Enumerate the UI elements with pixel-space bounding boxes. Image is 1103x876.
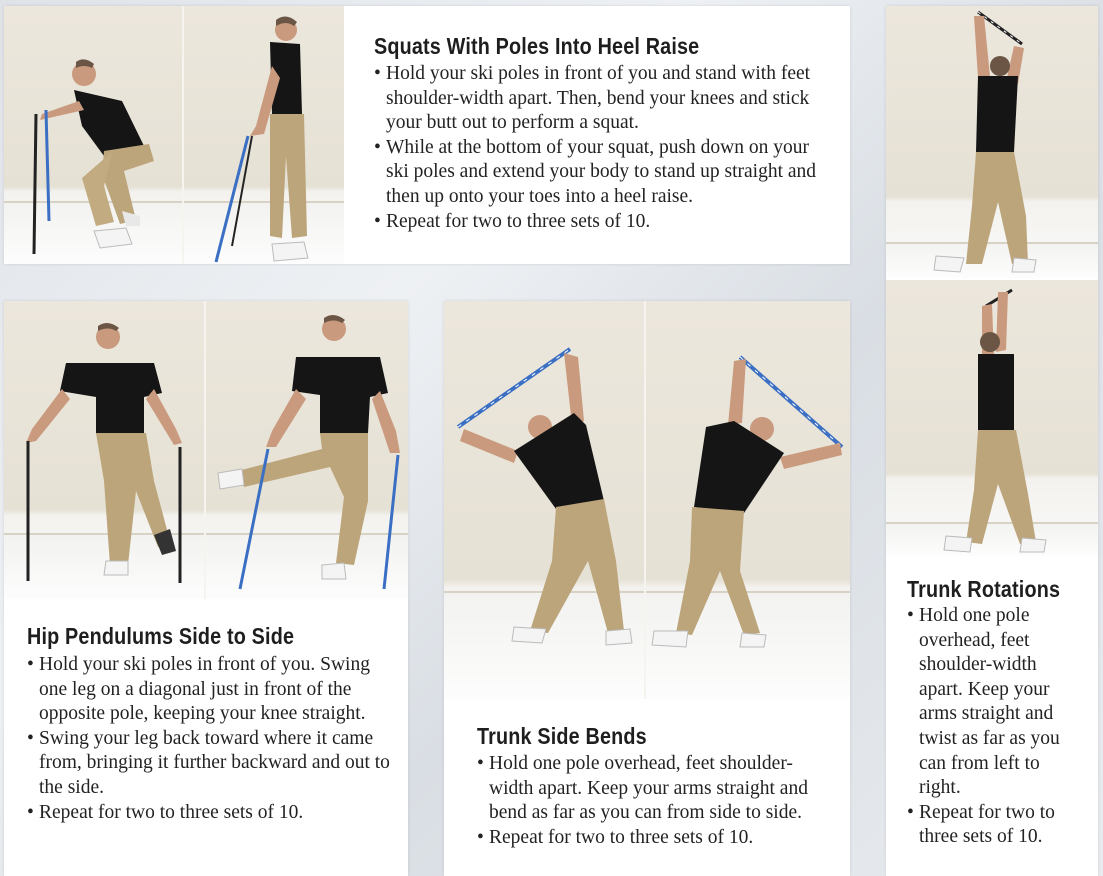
rotation-figure-front bbox=[934, 12, 1036, 272]
rotation-figure-side bbox=[944, 290, 1046, 552]
squats-steps bbox=[374, 62, 834, 234]
trunk-rotations-heading: Trunk Rotations bbox=[907, 576, 1061, 602]
squats-heading: Squats With Poles Into Heel Raise bbox=[374, 33, 700, 59]
list-item: • Repeat for two to three sets of 10. bbox=[907, 801, 1085, 850]
side-bend-figure-right bbox=[652, 357, 842, 647]
squat-figure bbox=[34, 59, 154, 254]
rotation-photo-top bbox=[886, 6, 1098, 278]
list-item: • While at the bottom of your squat, push down on your ski poles and extend your body to stand up straight and then up onto your toes into a heel raise. bbox=[374, 136, 834, 210]
list-item: • Swing your leg back toward where it came from, bringing it further backward and out to the side. bbox=[27, 727, 392, 801]
trunk-rotations-steps bbox=[907, 604, 1085, 850]
list-item: • Hold your ski poles in front of you. Swing one leg on a diagonal just in front of the opposite pole, keeping your knee straight. bbox=[27, 653, 392, 727]
trunk-side-bends-card bbox=[444, 301, 850, 876]
trunk-rotations-card bbox=[886, 6, 1098, 876]
trunk-side-bends-steps bbox=[477, 752, 837, 850]
side-bend-photo bbox=[444, 301, 850, 699]
list-item: • Repeat for two to three sets of 10. bbox=[477, 826, 837, 851]
rotation-photo-bottom bbox=[886, 280, 1098, 556]
hip-pendulums-card bbox=[4, 301, 408, 876]
heel-raise-figure bbox=[216, 16, 308, 262]
list-item: • Repeat for two to three sets of 10. bbox=[374, 210, 834, 235]
trunk-side-bends-heading: Trunk Side Bends bbox=[477, 723, 647, 749]
list-item: • Repeat for two to three sets of 10. bbox=[27, 801, 392, 826]
squats-card bbox=[4, 6, 850, 264]
list-item: • Hold your ski poles in front of you and stand with feet shoulder-width apart. Then, bend your knees and stick your butt out to perform a squat. bbox=[374, 62, 834, 136]
list-item: • Hold one pole overhead, feet shoulder-width apart. Keep your arms straight and twist as far as you can from left to right. bbox=[907, 604, 1085, 801]
hip-pendulum-photo bbox=[4, 301, 408, 599]
list-item: • Hold one pole overhead, feet shoulder-width apart. Keep your arms straight and bend as far as you can from side to side. bbox=[477, 752, 837, 826]
side-bend-figure-left bbox=[458, 349, 632, 645]
pendulum-figure-left bbox=[26, 323, 182, 583]
pendulum-figure-right bbox=[218, 315, 400, 589]
hip-pendulums-heading: Hip Pendulums Side to Side bbox=[27, 623, 295, 649]
hip-pendulums-steps bbox=[27, 653, 392, 825]
squat-photo bbox=[4, 6, 344, 264]
